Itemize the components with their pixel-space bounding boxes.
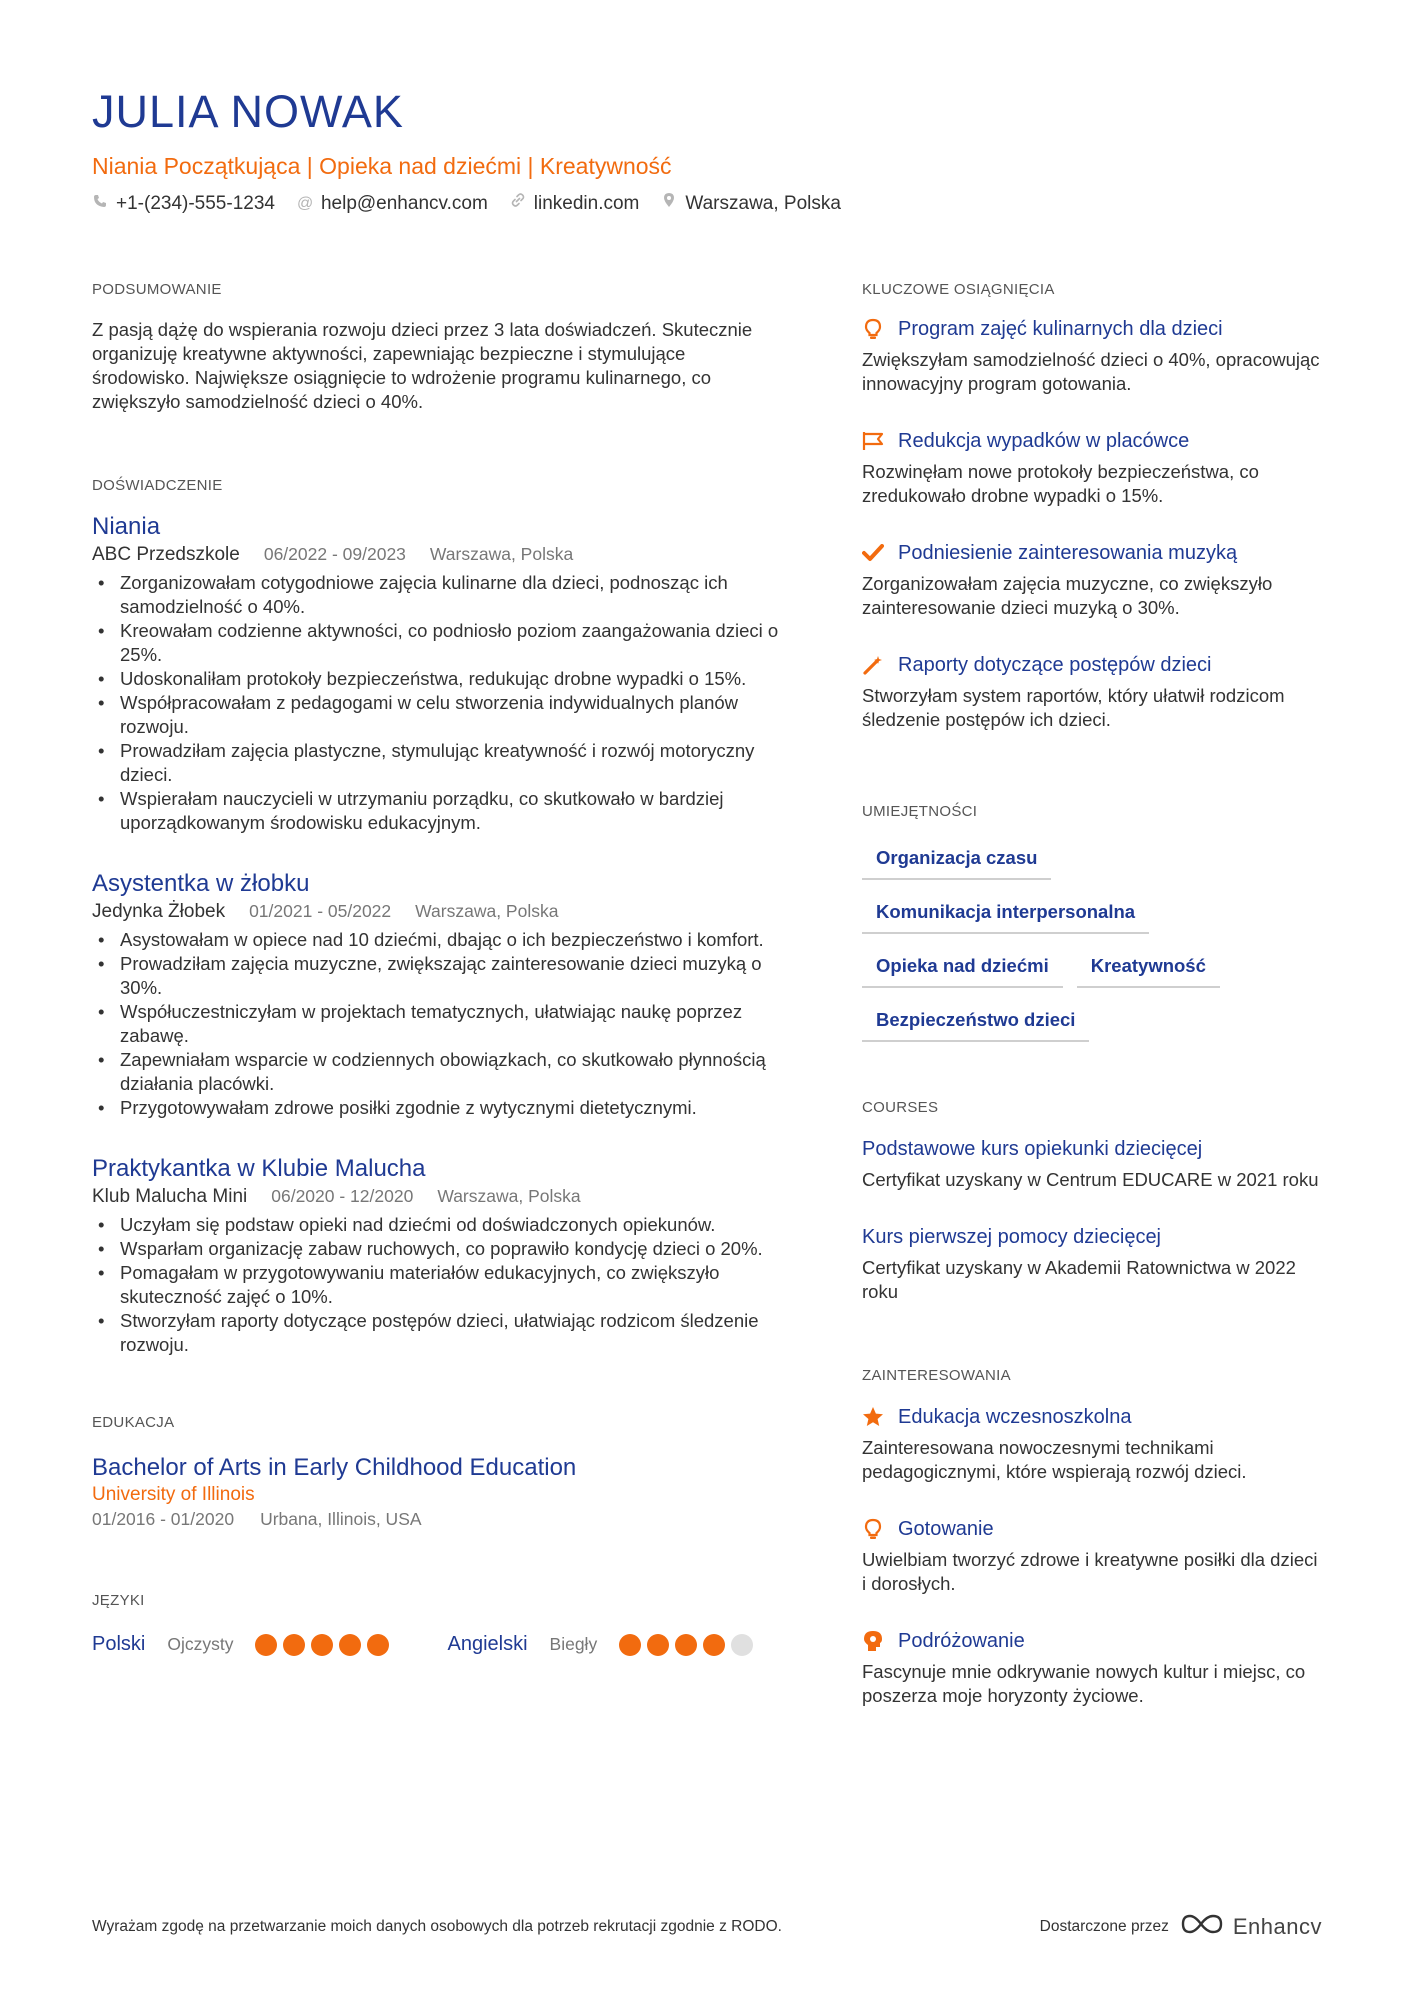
job-dates: 06/2020 - 12/2020 xyxy=(271,1186,414,1206)
job-bullets xyxy=(92,928,787,1120)
location-text: Warszawa, Polska xyxy=(685,193,841,214)
job-meta xyxy=(92,1184,787,1209)
job-company: Jedynka Żłobek xyxy=(92,901,226,922)
achievement-desc: Zorganizowałam zajęcia muzyczne, co zwiększyło zainteresowanie dzieci muzyką o 30%. xyxy=(862,573,1273,618)
achievement-item xyxy=(862,540,1322,620)
flag-icon xyxy=(862,430,884,452)
skill-tag: Opieka nad dziećmi xyxy=(862,948,1063,988)
head-icon xyxy=(862,1630,884,1652)
course-item xyxy=(862,1136,1322,1192)
contact-location xyxy=(661,192,841,216)
skills-list xyxy=(862,840,1322,1056)
list-item: • Współuczestniczyłam w projektach tematycznych, ułatwiając naukę poprzez zabawę. xyxy=(92,1000,787,1048)
rating-dot-filled xyxy=(283,1634,305,1656)
achievement-desc: Rozwinęłam nowe protokoły bezpieczeństwa, co zredukowało drobne wypadki o 15%. xyxy=(862,461,1259,506)
job-title: Niania xyxy=(92,513,161,540)
achievement-desc: Zwiększyłam samodzielność dzieci o 40%, opracowując innowacyjny program gotowania. xyxy=(862,349,1320,394)
interest-item xyxy=(862,1404,1322,1484)
rating-dot-filled xyxy=(647,1634,669,1656)
checkmark-icon xyxy=(862,542,884,564)
summary-section xyxy=(92,280,787,414)
experience-section xyxy=(92,476,787,1357)
list-item: • Prowadziłam zajęcia muzyczne, zwiększając zainteresowanie dzieci muzyką o 30%. xyxy=(92,952,787,1000)
right-column xyxy=(862,280,1322,1708)
list-item: • Prowadziłam zajęcia plastyczne, stymulując kreatywność i rozwój motoryczny dzieci. xyxy=(92,739,787,787)
job-location: Warszawa, Polska xyxy=(429,544,574,564)
language-level: Ojczysty xyxy=(167,1634,234,1654)
interest-title: Gotowanie xyxy=(898,1518,994,1540)
language-name: Polski xyxy=(92,1633,146,1655)
edu-dates: 01/2016 - 01/2020 xyxy=(92,1509,235,1529)
at-icon: @ xyxy=(296,195,314,212)
rating-dot-filled xyxy=(703,1634,725,1656)
achievement-item xyxy=(862,428,1322,508)
achievement-title: Podniesienie zainteresowania muzyką xyxy=(898,542,1238,564)
list-item: • Przygotowywałam zdrowe posiłki zgodnie z wytycznymi dietetycznymi. xyxy=(92,1096,787,1120)
list-item: • Stworzyłam raporty dotyczące postępów dzieci, ułatwiając rodzicom śledzenie rozwoju. xyxy=(92,1309,787,1357)
interests-heading: ZAINTERESOWANIA xyxy=(862,1367,1011,1384)
link-icon xyxy=(510,192,526,216)
courses-section xyxy=(862,1098,1322,1304)
linkedin-text: linkedin.com xyxy=(533,193,640,214)
phone-icon xyxy=(92,192,108,216)
contact-bar xyxy=(92,192,1322,216)
job-meta xyxy=(92,899,787,924)
job-entry xyxy=(92,512,787,835)
magic-wand-icon xyxy=(862,654,884,676)
interest-desc: Zainteresowana nowoczesnymi technikami pedagogicznymi, które wspierają rozwój dzieci. xyxy=(862,1437,1247,1482)
rating-dot-filled xyxy=(339,1634,361,1656)
interest-item xyxy=(862,1516,1322,1596)
job-location: Warszawa, Polska xyxy=(415,901,559,921)
edu-school: University of Illinois xyxy=(92,1484,255,1505)
interest-item xyxy=(862,1628,1322,1708)
achievements-section xyxy=(862,280,1322,732)
interest-title: Podróżowanie xyxy=(898,1630,1025,1652)
rating-dot-filled xyxy=(255,1634,277,1656)
location-pin-icon xyxy=(661,192,677,216)
interest-title: Edukacja wczesnoszkolna xyxy=(898,1406,1132,1428)
achievement-title: Redukcja wypadków w placówce xyxy=(898,430,1190,452)
left-column xyxy=(92,280,787,1656)
job-location: Warszawa, Polska xyxy=(437,1186,581,1206)
lightbulb-icon xyxy=(862,318,884,340)
course-title: Podstawowe kurs opiekunki dziecięcej xyxy=(862,1138,1203,1160)
courses-heading: COURSES xyxy=(862,1099,939,1116)
language-rating xyxy=(255,1634,395,1656)
skills-heading: UMIEJĘTNOŚCI xyxy=(862,803,978,820)
skills-section xyxy=(862,802,1322,1056)
list-item: • Zapewniałam wsparcie w codziennych obowiązkach, co skutkowało płynnością działania placówki. xyxy=(92,1048,787,1096)
job-entry xyxy=(92,869,787,1120)
rating-dot-filled xyxy=(675,1634,697,1656)
enhancv-logo-icon xyxy=(1179,1912,1225,1941)
course-desc: Certyfikat uzyskany w Centrum EDUCARE w 2021 roku xyxy=(862,1169,1319,1190)
job-company: Klub Malucha Mini xyxy=(92,1186,248,1207)
language-item xyxy=(447,1633,759,1656)
rating-dot-empty xyxy=(731,1634,753,1656)
rating-dot-filled xyxy=(619,1634,641,1656)
rating-dot-filled xyxy=(367,1634,389,1656)
languages-heading: JĘZYKI xyxy=(92,1592,145,1609)
job-dates: 01/2021 - 05/2022 xyxy=(249,901,392,921)
job-entry xyxy=(92,1154,787,1357)
brand-block[interactable] xyxy=(1040,1912,1322,1941)
email-text: help@enhancv.com xyxy=(320,193,488,214)
contact-email[interactable] xyxy=(297,192,488,216)
skill-tag: Bezpieczeństwo dzieci xyxy=(862,1002,1089,1042)
contact-linkedin[interactable] xyxy=(510,192,640,216)
language-name: Angielski xyxy=(447,1633,528,1655)
achievement-title: Raporty dotyczące postępów dzieci xyxy=(898,654,1212,676)
contact-phone xyxy=(92,192,275,216)
list-item: • Pomagałam w przygotowywaniu materiałów edukacyjnych, co zwiększyło skuteczność zajęć o 10%. xyxy=(92,1261,787,1309)
headline: Niania Początkująca | Opieka nad dziećmi | Kreatywność xyxy=(92,153,672,179)
interest-desc: Uwielbiam tworzyć zdrowe i kreatywne posiłki dla dzieci i dorosłych. xyxy=(862,1549,1318,1594)
education-heading: EDUKACJA xyxy=(92,1414,175,1431)
rating-dot-filled xyxy=(311,1634,333,1656)
lightbulb-icon xyxy=(862,1518,884,1540)
achievements-heading: KLUCZOWE OSIĄGNIĘCIA xyxy=(862,281,1055,298)
phone-text: +1-(234)-555-1234 xyxy=(116,193,275,214)
skill-tag: Organizacja czasu xyxy=(862,840,1051,880)
skill-tag: Kreatywność xyxy=(1077,948,1220,988)
language-rating xyxy=(619,1634,759,1656)
interests-section xyxy=(862,1366,1322,1708)
edu-meta xyxy=(92,1507,787,1531)
list-item: • Asystowałam w opiece nad 10 dziećmi, dbając o ich bezpieczeństwo i komfort. xyxy=(92,928,787,952)
achievement-item xyxy=(862,316,1322,396)
interest-desc: Fascynuje mnie odkrywanie nowych kultur i miejsc, co poszerza moje horyzonty życiowe. xyxy=(862,1661,1306,1706)
list-item: • Wsparłam organizację zabaw ruchowych, co poprawiło kondycję dzieci o 20%. xyxy=(92,1237,787,1261)
list-item: • Współpracowałam z pedagogami w celu stworzenia indywidualnych planów rozwoju. xyxy=(92,691,787,739)
gdpr-consent-note: Wyrażam zgodę na przetwarzanie moich danych osobowych dla potrzeb rekrutacji zgodnie z RODO. xyxy=(92,1917,782,1935)
language-level: Biegły xyxy=(549,1634,598,1654)
edu-degree: Bachelor of Arts in Early Childhood Education xyxy=(92,1454,577,1481)
job-title: Asystentka w żłobku xyxy=(92,870,310,897)
edu-location: Urbana, Illinois, USA xyxy=(260,1509,422,1529)
list-item: • Zorganizowałam cotygodniowe zajęcia kulinarne dla dzieci, podnosząc ich samodzielność o 40%. xyxy=(92,571,787,619)
summary-heading: PODSUMOWANIE xyxy=(92,281,222,298)
footer xyxy=(92,1912,1322,1941)
course-desc: Certyfikat uzyskany w Akademii Ratownictwa w 2022 roku xyxy=(862,1257,1296,1302)
job-company: ABC Przedszkole xyxy=(92,544,240,565)
list-item: • Uczyłam się podstaw opieki nad dziećmi od doświadczonych opiekunów. xyxy=(92,1213,787,1237)
powered-by-label: Dostarczone przez xyxy=(1039,1917,1169,1935)
job-title: Praktykantka w Klubie Malucha xyxy=(92,1155,426,1182)
brand-name: Enhancv xyxy=(1232,1913,1322,1939)
skill-tag: Komunikacja interpersonalna xyxy=(862,894,1149,934)
job-bullets xyxy=(92,571,787,835)
experience-heading: DOŚWIADCZENIE xyxy=(92,477,223,494)
list-item: • Wspierałam nauczycieli w utrzymaniu porządku, co skutkowało w bardziej uporządkowanym środowisku edukacyjnym. xyxy=(92,787,787,835)
star-icon xyxy=(862,1406,884,1428)
achievement-desc: Stworzyłam system raportów, który ułatwił rodzicom śledzenie postępów ich dzieci. xyxy=(862,685,1285,730)
languages-section xyxy=(92,1591,787,1656)
job-bullets xyxy=(92,1213,787,1357)
list-item: • Kreowałam codzienne aktywności, co podniosło poziom zaangażowania dzieci o 25%. xyxy=(92,619,787,667)
language-item xyxy=(92,1633,395,1656)
job-dates: 06/2022 - 09/2023 xyxy=(263,544,406,564)
list-item: • Udoskonaliłam protokoły bezpieczeństwa, redukując drobne wypadki o 15%. xyxy=(92,667,787,691)
summary-text: Z pasją dążę do wspierania rozwoju dzieci przez 3 lata doświadczeń. Skutecznie organizuję kreatywne aktywności, zapewniając bezpieczne i stymulujące środowisko. Największe osiągnięcie to wdrożenie programu kulinarnego, co zwiększyło samodzielność dzieci o 40%. xyxy=(92,319,753,412)
course-title: Kurs pierwszej pomocy dziecięcej xyxy=(862,1226,1162,1248)
languages-list xyxy=(92,1633,787,1656)
resume-header xyxy=(92,86,1322,216)
education-section xyxy=(92,1413,787,1531)
candidate-name: JULIA NOWAK xyxy=(92,86,404,137)
course-item xyxy=(862,1224,1322,1304)
achievement-title: Program zajęć kulinarnych dla dzieci xyxy=(898,318,1223,340)
job-meta xyxy=(92,542,787,567)
achievement-item xyxy=(862,652,1322,732)
